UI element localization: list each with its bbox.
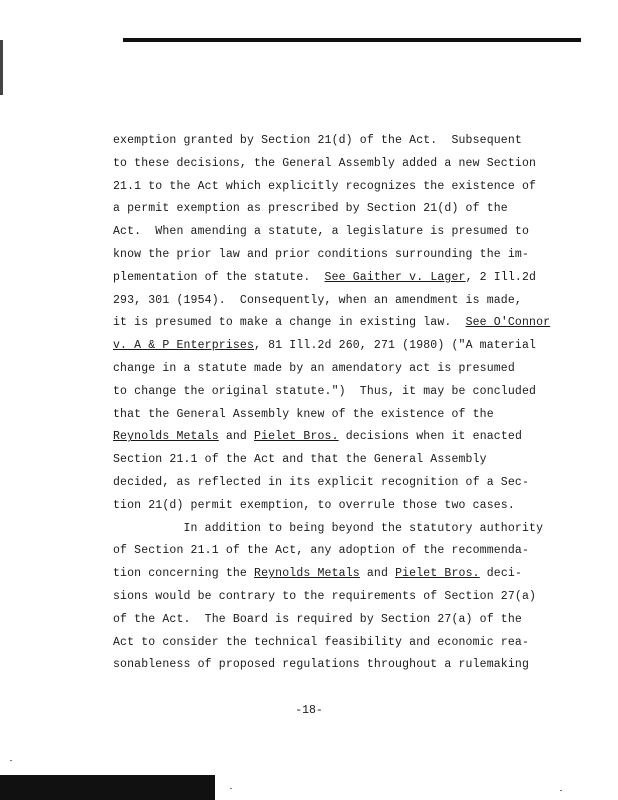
text-segment: tion concerning the [113, 567, 255, 581]
text-line [113, 586, 543, 609]
text-line [113, 267, 543, 290]
text-line [113, 312, 551, 335]
text-segment: it is presumed to make a change in existing law. [113, 316, 466, 330]
text-line [113, 335, 543, 358]
page-number: -18- [295, 704, 323, 717]
text-segment: know the prior law and prior conditions surrounding the im- [113, 247, 530, 261]
text-segment: plementation of the statute. [113, 270, 325, 284]
text-segment: change in a statute made by an amendatory act is presumed [113, 361, 515, 375]
text-line [113, 244, 543, 267]
text-segment: deci- [479, 567, 523, 581]
case-citation: Reynolds Metals [254, 567, 360, 581]
text-segment: decisions when it enacted [338, 430, 523, 444]
text-segment: exemption granted by Section 21(d) of the Act. Subsequent [113, 134, 522, 147]
text-line [113, 176, 543, 199]
text-segment: and [218, 430, 255, 444]
text-line [113, 404, 543, 427]
scan-bottom-bar [0, 775, 215, 800]
text-line [113, 472, 543, 495]
text-line [113, 654, 543, 677]
text-line [113, 632, 543, 655]
case-citation: Pielet Bros. [254, 430, 339, 444]
scan-speck [10, 760, 12, 761]
text-line [113, 358, 543, 381]
case-citation: Reynolds Metals [113, 430, 219, 444]
scan-edge-mark [0, 40, 3, 95]
text-segment: Act to consider the technical feasibility and economic rea- [113, 635, 530, 649]
text-line [113, 609, 543, 632]
text-line [113, 563, 543, 586]
text-line [113, 130, 543, 153]
text-line [113, 495, 543, 518]
text-line [113, 290, 543, 313]
text-line [113, 153, 543, 176]
text-segment: In addition to being beyond the statutory authority [113, 521, 544, 535]
text-segment: 293, 301 (1954). Consequently, when an amendment is made, [113, 293, 522, 307]
text-segment: and [359, 567, 396, 581]
text-segment: that the General Assembly knew of the existence of the [113, 407, 494, 421]
text-line [113, 221, 543, 244]
case-citation: See O'Connor [465, 316, 551, 330]
text-segment: of Section 21.1 of the Act, any adoption of the recommenda- [113, 544, 530, 558]
text-segment: decided, as reflected in its explicit recognition of a Sec- [113, 475, 530, 489]
text-segment: , 81 Ill.2d 260, 271 (1980) ("A material [254, 339, 537, 353]
text-line [113, 426, 543, 449]
text-line [113, 540, 543, 563]
text-segment: of the Act. The Board is required by Section 27(a) of the [113, 612, 522, 626]
text-segment: , 2 Ill.2d [465, 270, 537, 284]
top-rule [123, 38, 581, 42]
case-citation: See Gaither v. Lager [324, 270, 466, 284]
text-segment: to change the original statute.") Thus, it may be concluded [113, 384, 537, 398]
text-segment: Act. When amending a statute, a legislature is presumed to [113, 225, 530, 239]
text-segment: Section 21.1 of the Act and that the General Assembly [113, 453, 487, 467]
text-segment: to these decisions, the General Assembly added a new Section [113, 156, 537, 170]
text-segment: a permit exemption as prescribed by Section 21(d) of the [113, 202, 508, 216]
scan-speck [560, 790, 562, 791]
case-citation: v. A & P Enterprises [113, 339, 255, 353]
case-citation: Pielet Bros. [395, 567, 480, 581]
text-segment: 21.1 to the Act which explicitly recognizes the existence of [113, 179, 537, 193]
text-segment: tion 21(d) permit exemption, to overrule those two cases. [113, 498, 515, 512]
text-line [113, 518, 543, 541]
text-line [113, 381, 543, 404]
scan-speck [230, 788, 232, 789]
text-line [113, 449, 543, 472]
text-segment: sonableness of proposed regulations throughout a rulemaking [113, 658, 530, 672]
body-text [113, 130, 551, 677]
text-line [113, 198, 543, 221]
text-segment: sions would be contrary to the requirements of Section 27(a) [113, 589, 537, 603]
